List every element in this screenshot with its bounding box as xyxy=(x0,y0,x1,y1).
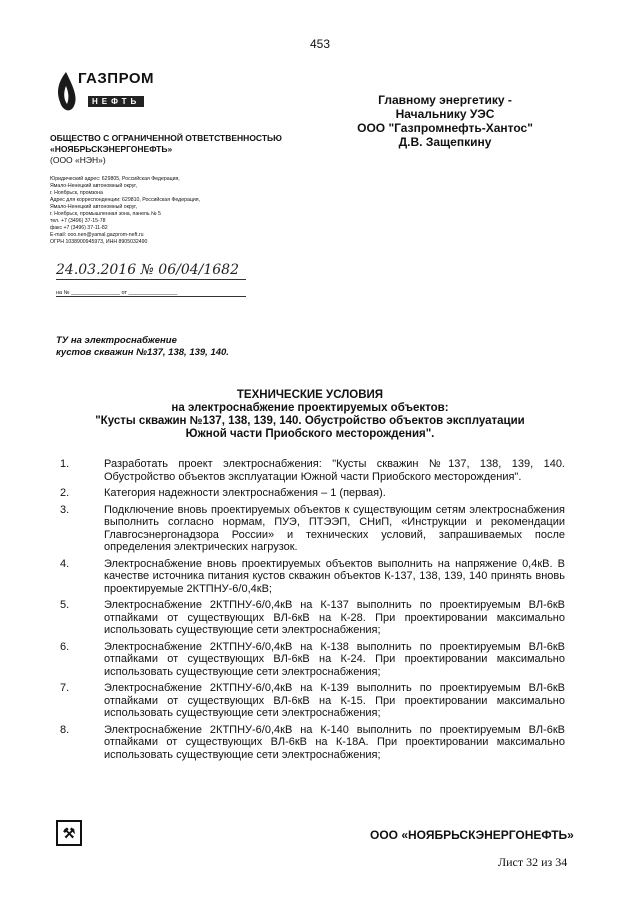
item-number: 7. xyxy=(60,682,70,694)
item-text: Электроснабжение вновь проектируемых объектов выполнить на напряжение 0,4кВ. В качестве источника питания кустов скважин объектов К-137, 138, 139, 140 принять вновь проектируемые 2КТПНУ-6/0,4кВ; xyxy=(104,557,565,595)
logo-sub: НЕФТЬ xyxy=(88,96,144,107)
item-number: 4. xyxy=(60,557,70,570)
requisite-line: E-mail: ooo.nen@yamal.gazprom-neft.ru xyxy=(50,232,144,238)
sheet-counter: Лист 32 из 34 xyxy=(498,855,568,869)
date-underline xyxy=(56,279,246,280)
list-item xyxy=(60,724,565,762)
org-line1: ОБЩЕСТВО С ОГРАНИЧЕННОЙ ОТВЕТСТВЕННОСТЬЮ xyxy=(50,133,282,143)
requisite-line: Юридический адрес: 629805, Российская Федерация, xyxy=(50,176,180,182)
conditions-list xyxy=(60,458,565,765)
item-number: 6. xyxy=(60,640,70,653)
title-line: "Кусты скважин №137, 138, 139, 140. Обустройство объектов эксплуатации xyxy=(95,415,525,427)
org-line2: «НОЯБРЬСКЭНЕРГОНЕФТЬ» xyxy=(50,144,173,154)
requisite-line: г. Ноябрьск, промышленная зона, панель № 5 xyxy=(50,211,161,217)
requisite-line: тел. +7 (3496) 37-15-78 xyxy=(50,218,106,224)
item-number: 8. xyxy=(60,723,70,736)
requisite-line: Ямало-Ненецкий автономный округ, xyxy=(50,183,138,189)
item-text: Электроснабжение 2КТПНУ-6/0,4кВ на К-138 выполнить по проектируемым ВЛ-6кВ отпайками от существующих ВЛ-6кВ на К-24. При проектировании максимально использовать существующие сети электроснабжения; xyxy=(104,640,565,678)
list-item xyxy=(60,558,565,596)
item-number: 5. xyxy=(60,599,70,611)
item-text: Электроснабжение 2КТПНУ-6/0,4кВ на К-140 выполнить по проектируемым ВЛ-6кВ отпайками от существующих ВЛ-6кВ на К-18А. При проектировании максимально использовать существующие сети электроснабжения; xyxy=(104,723,565,761)
requisite-line: факс +7 (3496) 37-11-82 xyxy=(50,225,108,231)
item-number: 1. xyxy=(60,458,70,470)
title-line: Южной части Приобского месторождения". xyxy=(185,428,435,440)
subject-line: кустов скважин №137, 138, 139, 140. xyxy=(56,347,229,358)
document-title xyxy=(60,389,560,441)
handwritten-date-number: 24.03.2016 № 06/04/1682 xyxy=(56,262,239,278)
requisites xyxy=(50,176,250,246)
org-short: (ООО «НЭН») xyxy=(50,155,106,165)
list-item xyxy=(60,487,565,500)
item-number: 3. xyxy=(60,503,70,516)
item-text: Разработать проект электроснабжения: "Кусты скважин №137, 138, 139, 140. Обустройство объектов эксплуатации Южной части Приобского месторождения". xyxy=(104,458,565,483)
title-line: ТЕХНИЧЕСКИЕ УСЛОВИЯ xyxy=(236,389,384,401)
logo-word: ГАЗПРОМ xyxy=(78,70,155,87)
recipient-line: Главному энергетику - xyxy=(378,93,512,107)
item-number: 2. xyxy=(60,487,70,499)
footer-org: ООО «НОЯБРЬСКЭНЕРГОНЕФТЬ» xyxy=(370,828,574,842)
item-text: Подключение вновь проектируемых объектов к существующим сетям электроснабжения выполнить согласно нормам, ПУЭ, ПТЭЭП, СНиП, «Инструкции и рекомендации Главгосэнергонадзора России» и технических условий, запрашиваемых после определения электрических нагрузок. xyxy=(104,503,565,553)
requisite-line: ОГРН 1038900945973, ИНН 8905032490 xyxy=(50,239,148,245)
requisite-line: Ямало-Ненецкий автономный округ, xyxy=(50,204,138,210)
item-text: Электроснабжение 2КТПНУ-6/0,4кВ на К-139 выполнить по проектируемым ВЛ-6кВ отпайками от существующих ВЛ-6кВ на К-15. При проектировании максимально использовать существующие сети электроснабжения; xyxy=(104,682,565,719)
subject-line: ТУ на электроснабжение xyxy=(56,335,177,346)
list-item xyxy=(60,599,565,637)
recipient-line: Начальнику УЭС xyxy=(395,107,495,121)
requisite-line: г. Ноябрьск, промзона xyxy=(50,190,103,196)
title-line: на электроснабжение проектируемых объектов: xyxy=(171,402,449,414)
page-number: 453 xyxy=(309,37,331,51)
subject xyxy=(56,335,229,359)
item-text: Категория надежности электроснабжения – 1 (первая). xyxy=(104,487,386,499)
list-item xyxy=(60,504,565,554)
org-block xyxy=(50,133,282,166)
recipient-line: Д.В. Защепкину xyxy=(398,135,492,149)
list-item xyxy=(60,682,565,720)
recipient-block xyxy=(330,93,560,149)
recipient-line: ООО "Газпромнефть-Хантос" xyxy=(357,121,533,135)
company-emblem-icon: ⚒ xyxy=(56,820,82,846)
item-text: Электроснабжение 2КТПНУ-6/0,4кВ на К-137 выполнить по проектируемым ВЛ-6кВ отпайками от существующих ВЛ-6кВ на К-28. При проектировании максимально использовать существующие сети электроснабжения; xyxy=(104,599,565,636)
requisite-line: Адрес для корреспонденции: 629810, Российская Федерация, xyxy=(50,197,200,203)
reference-line: на № ________________ от ________________ xyxy=(56,290,246,297)
list-item xyxy=(60,641,565,679)
list-item xyxy=(60,458,565,483)
